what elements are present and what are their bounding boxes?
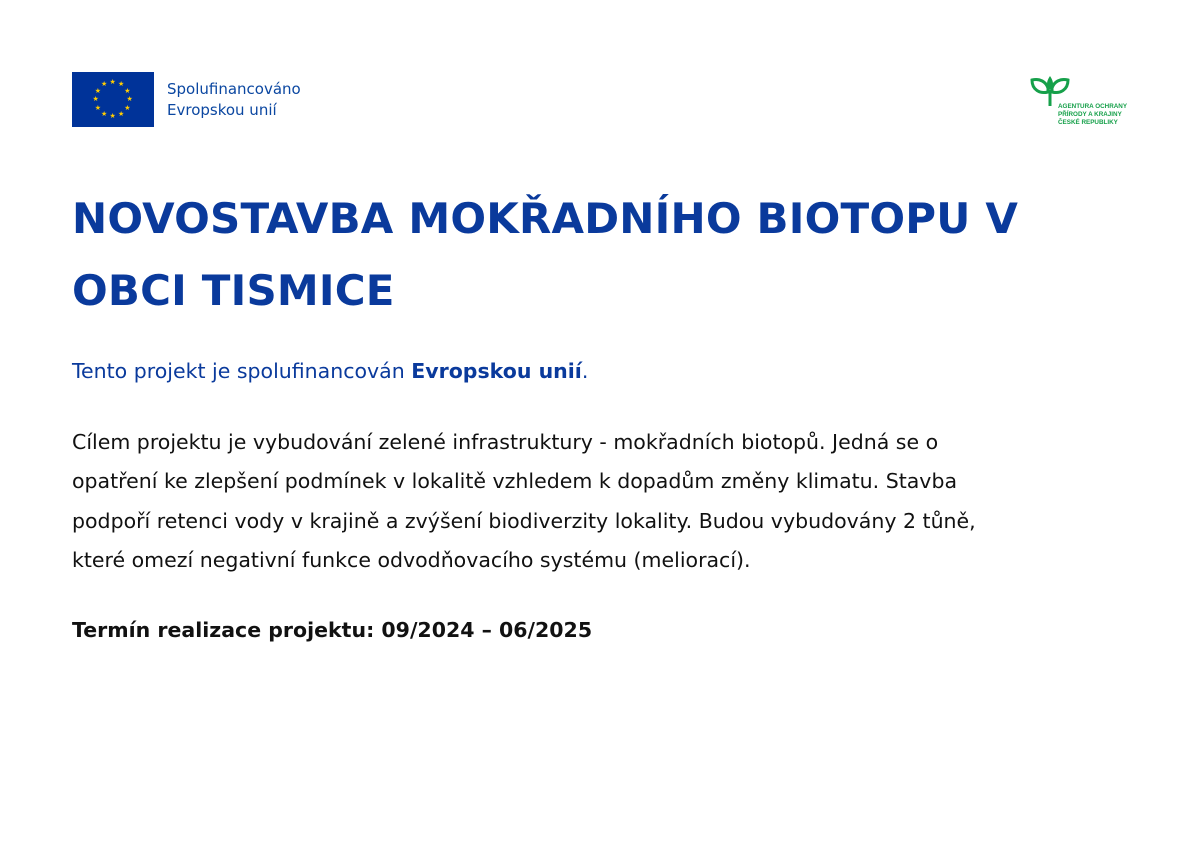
eu-star-icon: ★ [94, 103, 102, 112]
agency-logo-line: AGENTURA OCHRANY [1058, 103, 1128, 110]
agency-logo-line: PŘÍRODY A KRAJINY [1058, 111, 1122, 118]
page-title [72, 183, 1152, 327]
project-description [72, 423, 976, 580]
eu-star-icon: ★ [92, 95, 99, 103]
lead-suffix: . [581, 359, 589, 383]
description-line: podpoří retenci vody v krajině a zvýšení biodiverzity lokality. Budou vybudovány 2 tůně, [72, 508, 976, 533]
eu-star-icon: ★ [101, 109, 108, 118]
eu-star-icon: ★ [124, 86, 131, 95]
eu-star-icon: ★ [126, 95, 133, 103]
eu-logo-line: Spolufinancováno [167, 79, 301, 98]
agency-logo-line: ČESKÉ REPUBLIKY [1058, 119, 1118, 126]
project-term: Termín realizace projektu: 09/2024 – 06/2025 [72, 618, 593, 642]
eu-star-icon: ★ [94, 86, 102, 95]
lead-bold: Evropskou unií [411, 359, 582, 383]
eu-star-icon: ★ [109, 112, 116, 120]
eu-logo-text [167, 79, 301, 121]
description-line: opatření ke zlepšení podmínek v lokalitě vzhledem k dopadům změny klimatu. Stavba [72, 469, 958, 494]
eu-star-icon: ★ [118, 80, 125, 89]
description-line: které omezí negativní funkce odvodňovacího systému (meliorací). [72, 547, 751, 572]
eu-cofinanced-logo [72, 72, 301, 127]
eu-logo-line: Evropskou unií [167, 100, 277, 119]
cofinancing-statement [72, 356, 588, 386]
eu-star-icon: ★ [124, 103, 131, 112]
description-line: Cílem projektu je vybudování zelené infrastruktury - mokřadních biotopů. Jedná se o [72, 430, 939, 454]
title-line: NOVOSTAVBA MOKŘADNÍHO BIOTOPU V [72, 194, 1019, 243]
lead-text: Tento projekt je spolufinancován [72, 359, 412, 383]
title-line: OBCI TISMICE [72, 266, 395, 315]
agency-logo-text [1058, 103, 1127, 127]
eu-star-icon: ★ [109, 78, 116, 86]
eu-star-icon: ★ [101, 80, 108, 89]
eu-star-icon: ★ [118, 109, 125, 118]
agency-logo [1030, 72, 1140, 126]
eu-flag-icon [72, 72, 154, 127]
